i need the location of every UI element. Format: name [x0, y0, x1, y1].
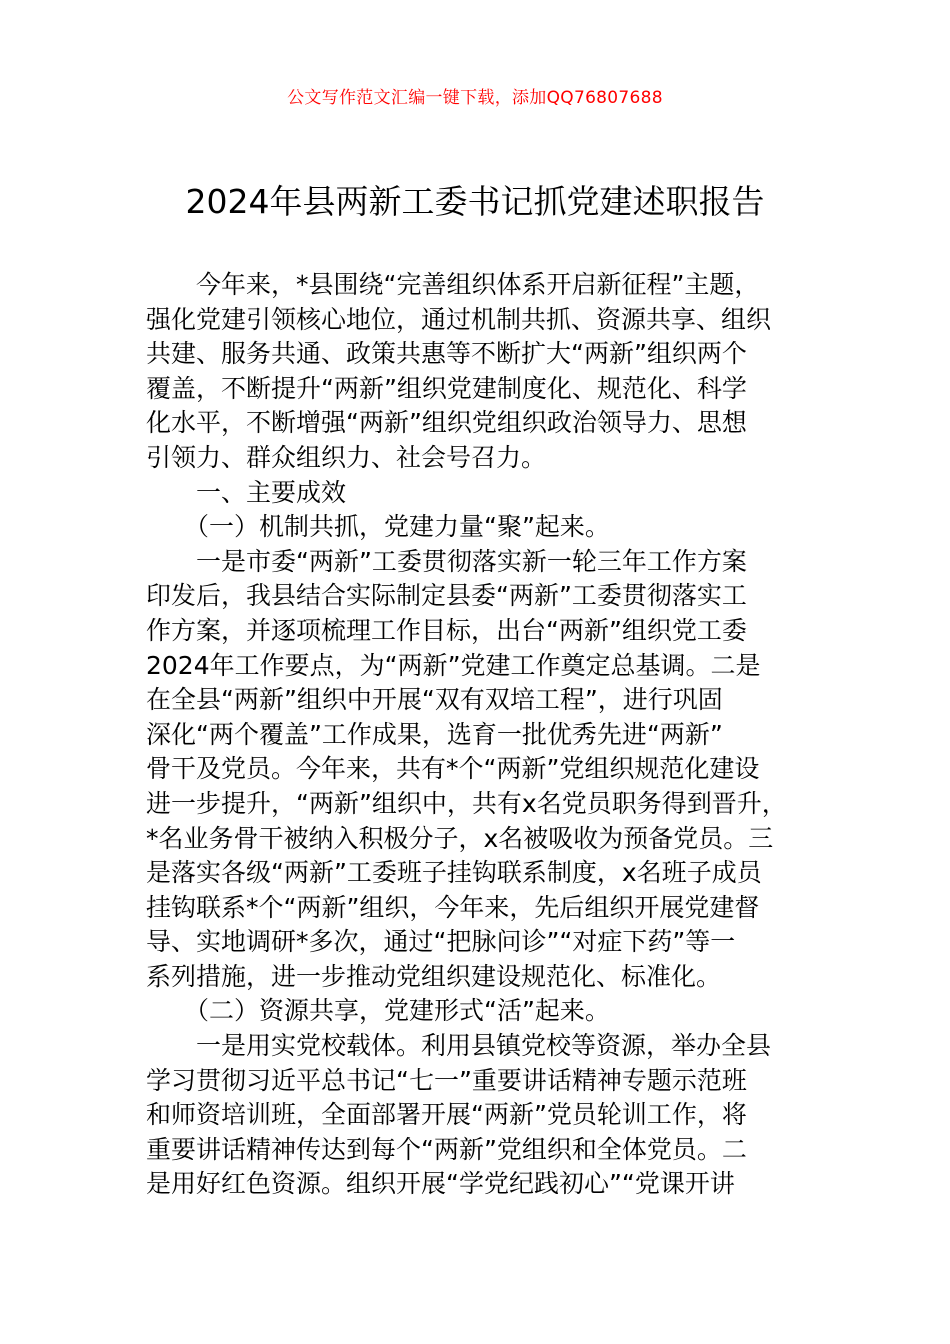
watermark-text: 公文写作范文汇编一键下载，添加QQ76807688 [287, 88, 663, 108]
paragraph-line: 印发后，我县结合实际制定县委“两新”工委贯彻落实工 [146, 581, 747, 611]
paragraph-line: 挂钩联系*个“两新”组织，今年来，先后组织开展党建督 [146, 892, 760, 922]
paragraph-line: 一是用实党校载体。利用县镇党校等资源，举办全县 [196, 1031, 772, 1061]
paragraph-line: 进一步提升，“两新”组织中，共有x名党员职务得到晋升， [146, 788, 787, 818]
paragraph-line: 导、实地调研*多次，通过“把脉问诊”“对症下药”等一 [146, 927, 736, 957]
paragraph-line: 作方案，并逐项梳理工作目标，出台“两新”组织党工委 [146, 615, 747, 645]
paragraph-line: 今年来，*县围绕“完善组织体系开启新征程”主题， [196, 270, 760, 299]
subsection-heading: （一）机制共抓，党建力量“聚”起来。 [184, 512, 610, 542]
paragraph-line: 深化“两个覆盖”工作成果，选育一批优秀先进“两新” [146, 719, 723, 749]
document-title: 2024年县两新工委书记抓党建述职报告 [185, 182, 765, 221]
subsection-heading: （二）资源共享，党建形式“活”起来。 [184, 996, 610, 1026]
paragraph-line: 一是市委“两新”工委贯彻落实新一轮三年工作方案 [196, 546, 747, 576]
paragraph-line: 在全县“两新”组织中开展“双有双培工程”，进行巩固 [146, 685, 723, 715]
paragraph-line: *名业务骨干被纳入积极分子，x名被吸收为预备党员。三 [146, 823, 774, 853]
paragraph-line: 骨干及党员。今年来，共有*个“两新”党组织规范化建设 [146, 754, 760, 784]
paragraph-line: 系列措施，进一步推动党组织建设规范化、标准化。 [146, 961, 722, 991]
paragraph-line: 是落实各级“两新”工委班子挂钩联系制度，x名班子成员 [146, 858, 762, 888]
section-heading: 一、主要成效 [196, 477, 347, 507]
paragraph-line: 是用好红色资源。组织开展“学党纪践初心”“党课开讲 [146, 1169, 735, 1199]
document-body [146, 268, 806, 1202]
paragraph-line: 学习贯彻习近平总书记“七一”重要讲话精神专题示范班 [146, 1065, 747, 1095]
paragraph-line: 和师资培训班，全面部署开展“两新”党员轮训工作，将 [146, 1100, 747, 1130]
paragraph-line: 覆盖，不断提升“两新”组织党建制度化、规范化、科学 [146, 373, 747, 403]
paragraph-line: 化水平，不断增强“两新”组织党组织政治领导力、思想 [146, 408, 747, 438]
paragraph-line: 重要讲话精神传达到每个“两新”党组织和全体党员。二 [146, 1134, 747, 1164]
paragraph-line: 引领力、群众组织力、社会号召力。 [146, 442, 547, 472]
paragraph-line: 2024年工作要点，为“两新”党建工作奠定总基调。二是 [146, 650, 761, 680]
paragraph-line: 共建、服务共通、政策共惠等不断扩大“两新”组织两个 [146, 339, 747, 369]
paragraph-line: 强化党建引领核心地位，通过机制共抓、资源共享、组织 [146, 304, 772, 334]
